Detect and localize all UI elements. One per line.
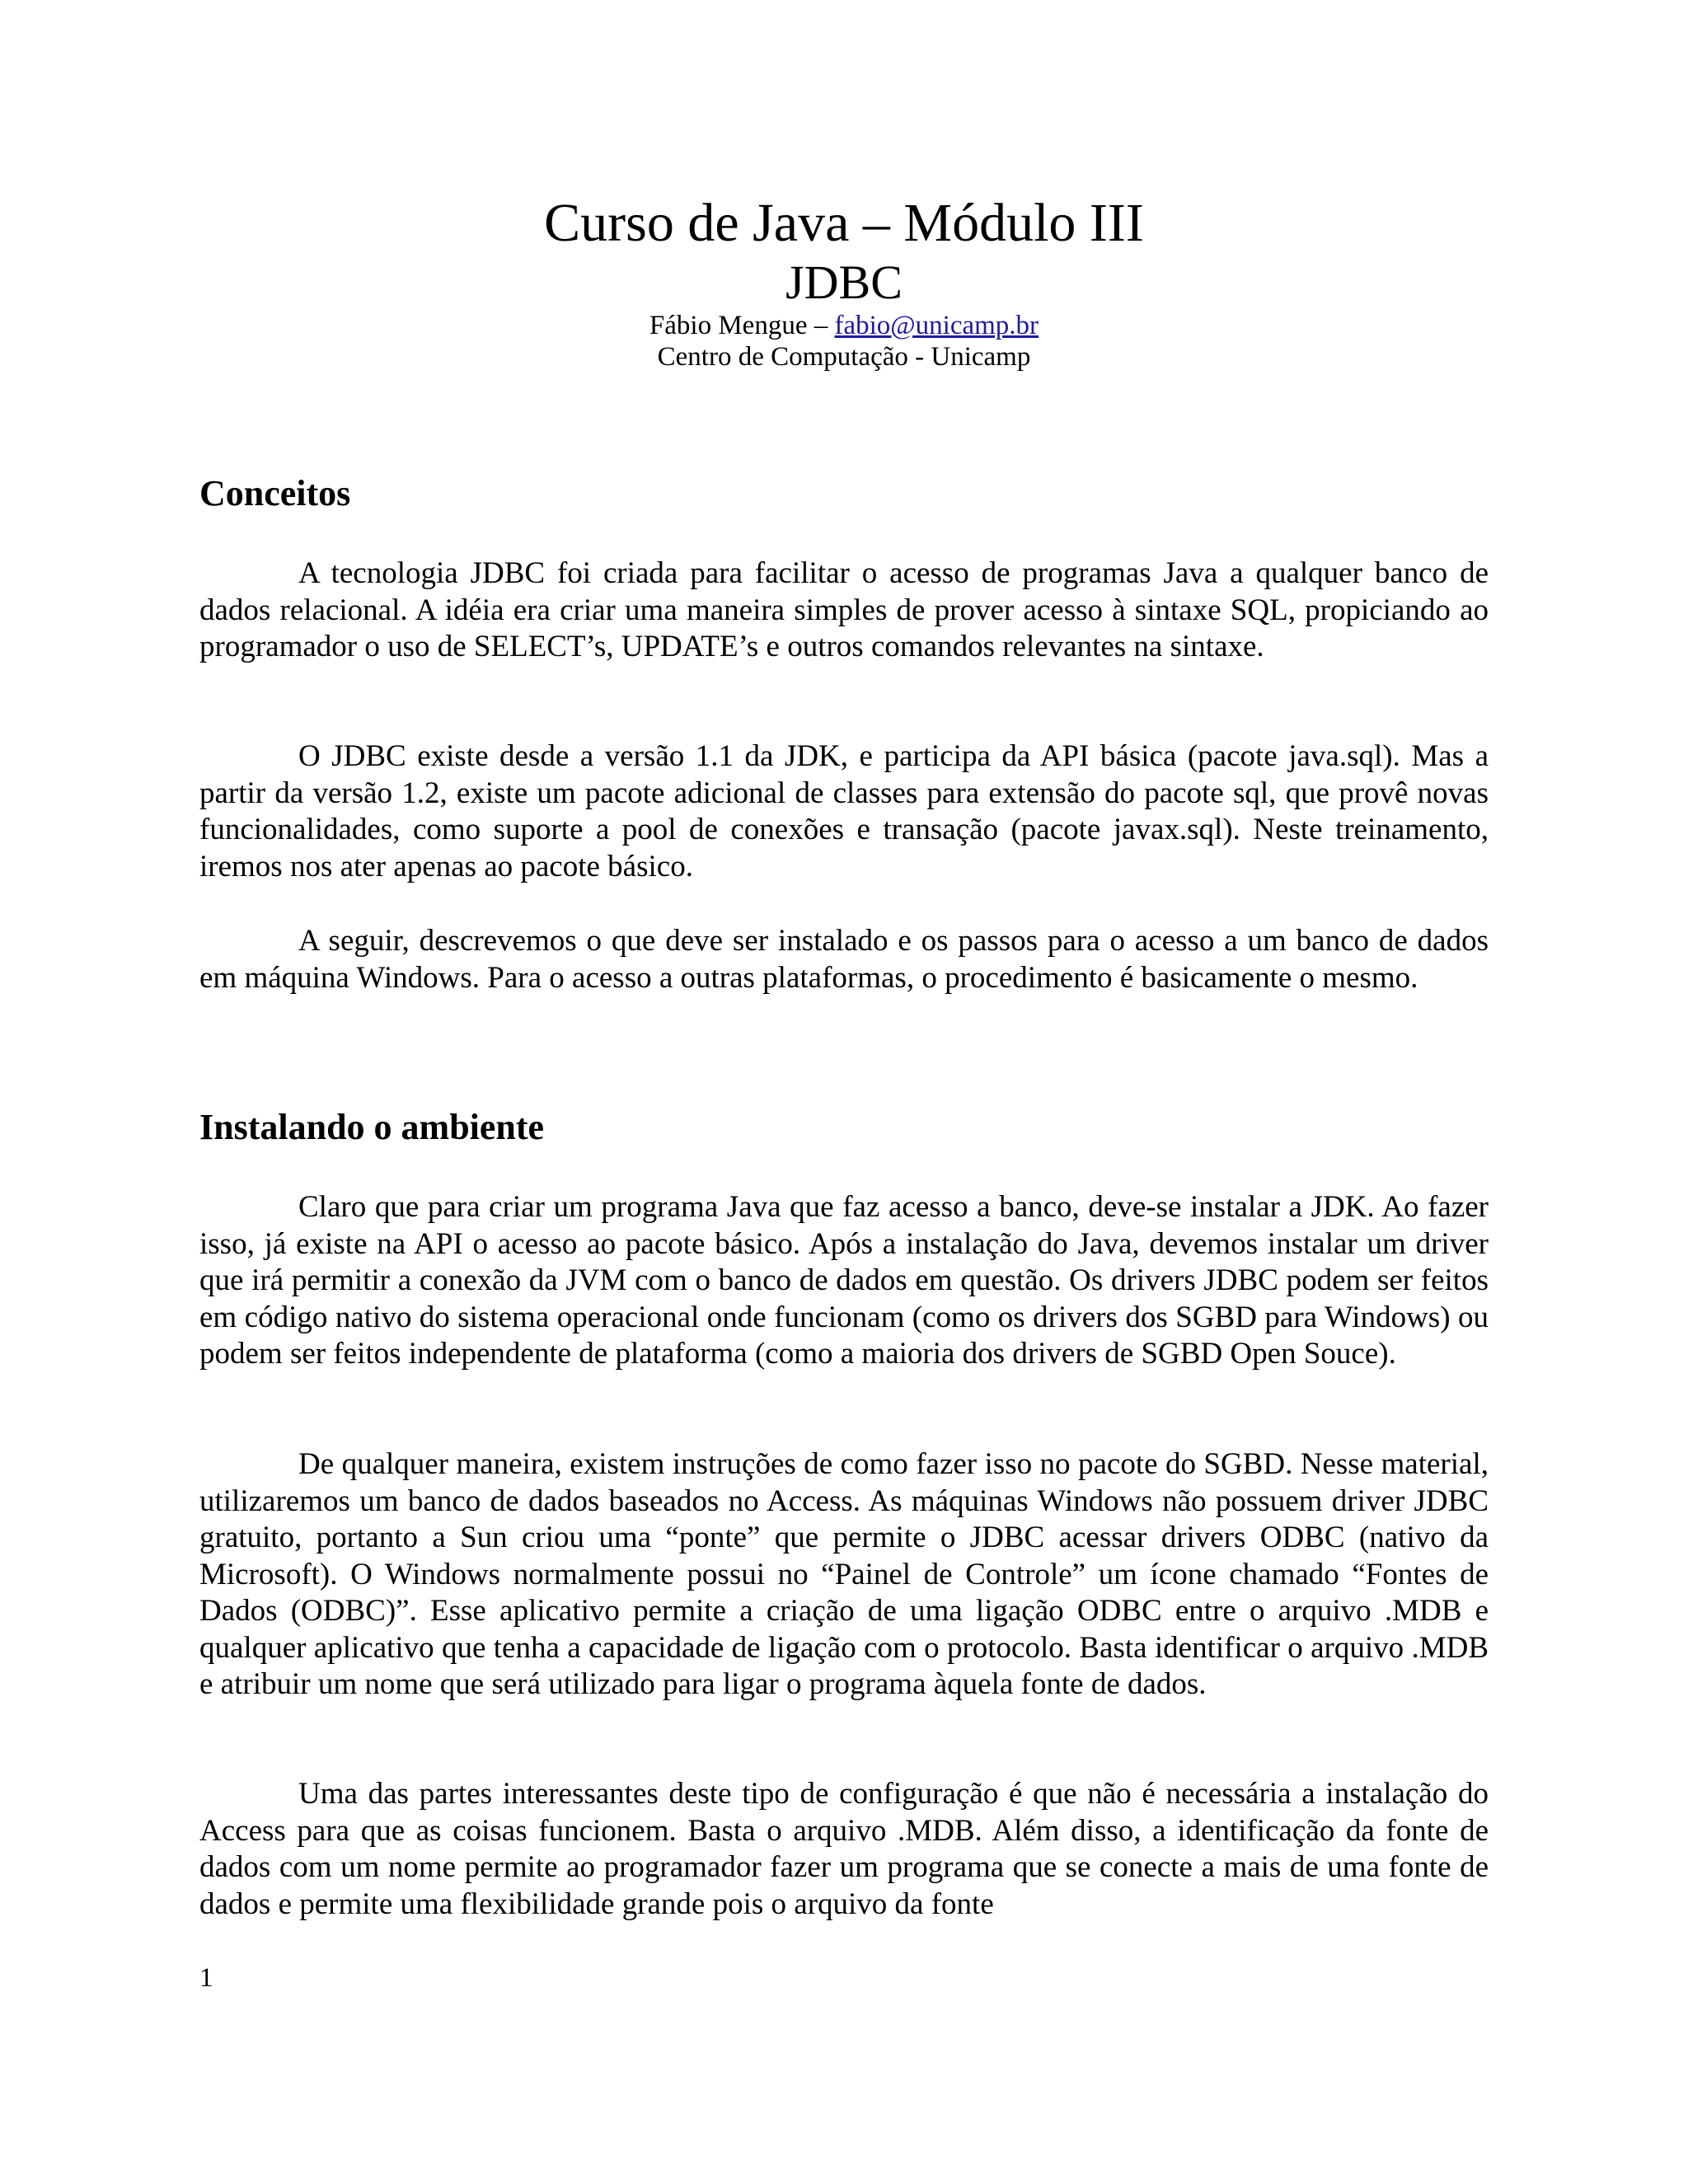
document-subtitle: JDBC (785, 255, 903, 309)
page-number: 1 (199, 1963, 213, 1993)
paragraph: Claro que para criar um programa Java que faz acesso a banco, deve-se instalar a JDK. Ao fazer isso, já existe na API o acesso ao pacote básico. Após a instalação do Java, devemos instalar um driver que irá permitir a conexão da JVM com o banco de dados em questão. Os drivers JDBC podem ser feitos em código nativo do sistema operacional onde funcionam (como os drivers dos SGBD para Windows) ou podem ser feitos independente de plataforma (como a maioria dos drivers de SGBD Open Souce). (199, 1190, 1489, 1371)
title-block (199, 191, 1489, 373)
document-title: Curso de Java – Módulo III (544, 193, 1144, 253)
author-line (199, 310, 1489, 341)
section-heading-instalando-o-ambiente: Instalando o ambiente (199, 1107, 545, 1147)
author-email-link[interactable]: fabio@unicamp.br (834, 311, 1039, 340)
author-name: Fábio Mengue – (649, 311, 835, 340)
section-heading-conceitos: Conceitos (199, 473, 351, 513)
paragraph: Uma das partes interessantes deste tipo de configuração é que não é necessária a instalação do Access para que as coisas funcionem. Basta o arquivo .MDB. Além disso, a identificação da fonte de dados com um nome permite ao programador fazer um programa que se conecte a mais de uma fonte de dados e permite uma flexibilidade grande pois o arquivo da fonte (199, 1777, 1489, 1921)
organization-line: Centro de Computação - Unicamp (657, 342, 1031, 372)
paragraph: A tecnologia JDBC foi criada para facilitar o acesso de programas Java a qualquer banco de dados relacional. A idéia era criar uma maneira simples de prover acesso à sintaxe SQL, propiciando ao programador o uso de SELECT’s, UPDATE’s e outros comandos relevantes na sintaxe. (199, 556, 1489, 663)
paragraph: O JDBC existe desde a versão 1.1 da JDK, e participa da API básica (pacote java.sql). Mas a partir da versão 1.2, existe um pacote adicional de classes para extensão do pacote sql, que provê novas funcionalidades, como suporte a pool de conexões e transação (pacote javax.sql). Neste treinamento, iremos nos ater apenas ao pacote básico. (199, 739, 1489, 883)
document-page (199, 0, 1489, 2184)
paragraph: De qualquer maneira, existem instruções de como fazer isso no pacote do SGBD. Nesse material, utilizaremos um banco de dados baseados no Access. As máquinas Windows não possuem driver JDBC gratuito, portanto a Sun criou uma “ponte” que permite o JDBC acessar drivers ODBC (nativo da Microsoft). O Windows normalmente possui no “Painel de Controle” um ícone chamado “Fontes de Dados (ODBC)”. Esse aplicativo permite a criação de uma ligação ODBC entre o arquivo .MDB e qualquer aplicativo que tenha a capacidade de ligação com o protocolo. Basta identificar o arquivo .MDB e atribuir um nome que será utilizado para ligar o programa àquela fonte de dados. (199, 1447, 1489, 1701)
paragraph: A seguir, descrevemos o que deve ser instalado e os passos para o acesso a um banco de dados em máquina Windows. Para o acesso a outras plataformas, o procedimento é basicamente o mesmo. (199, 924, 1489, 995)
